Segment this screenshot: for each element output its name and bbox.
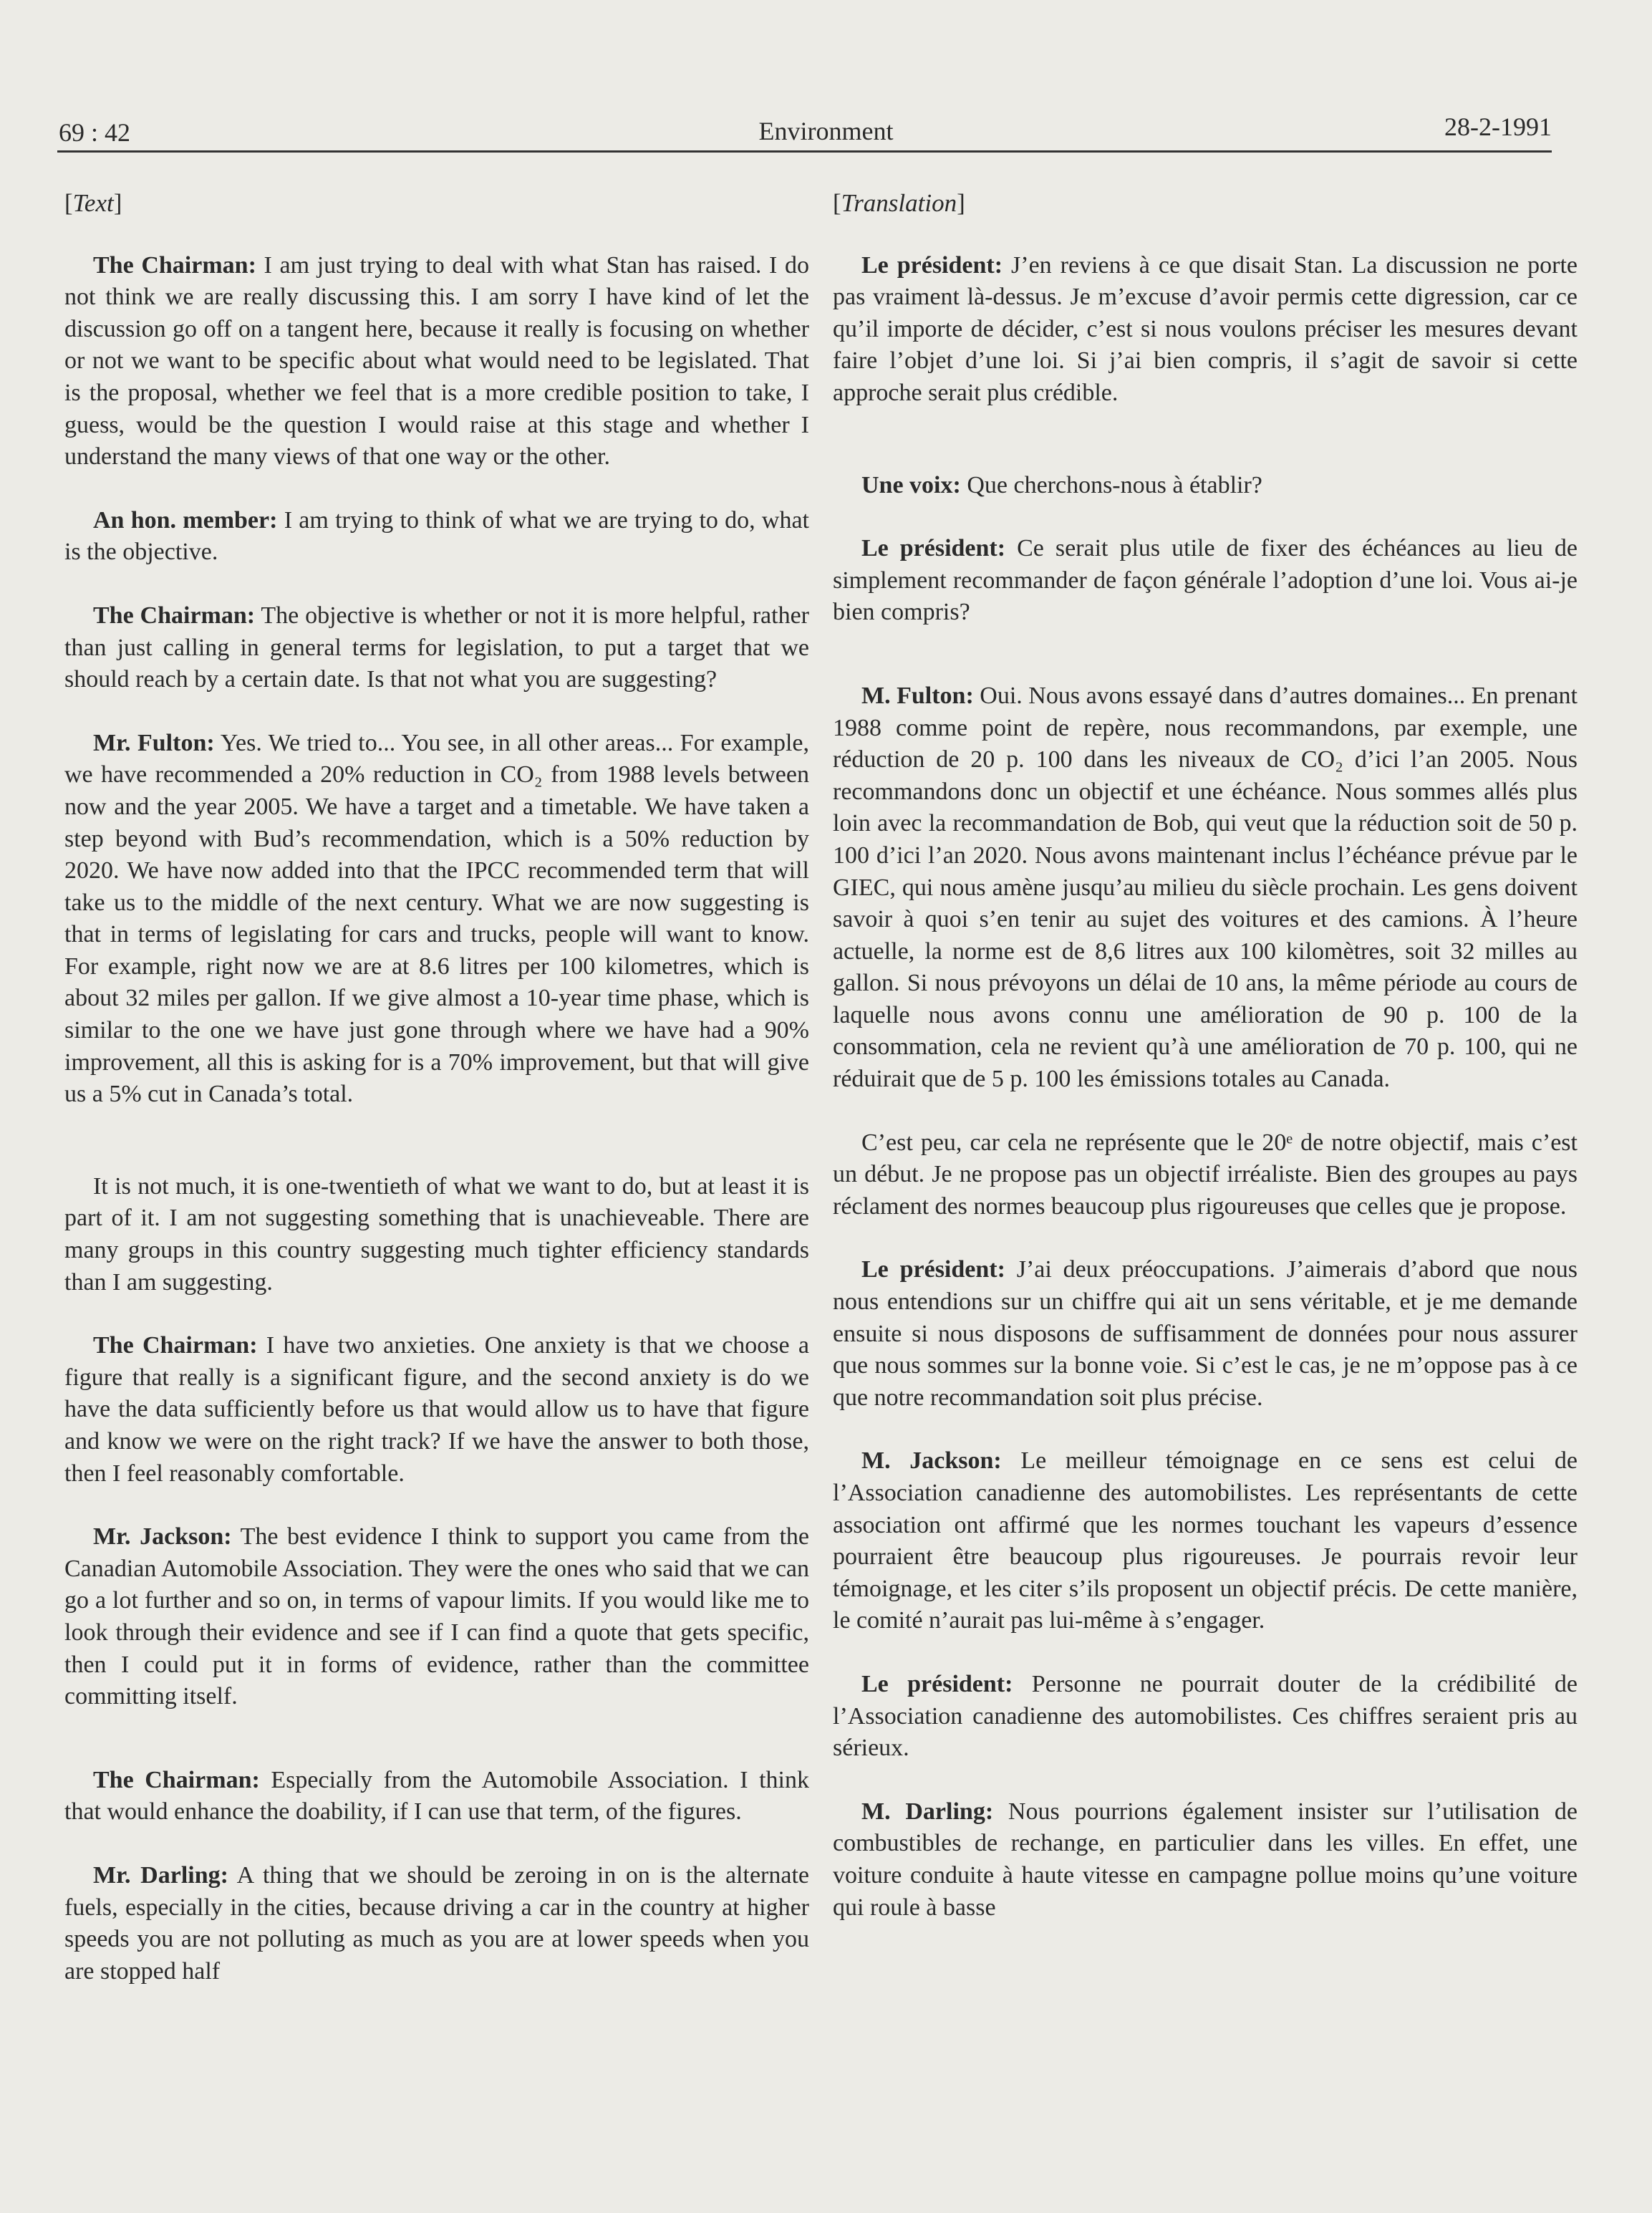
paragraph: M. Jackson: Le meilleur témoignage en ce sens est celui de l’Association canadienne des automobilistes. Les représentants de cette association ont affirmé que les normes touchant les vapeurs d’essence pourraient être beaucoup plus rigoureuses. Je pourrais revoir leur témoignage, et les citer s’ils proposent un objectif précis. De cette manière, le comité n’aurait pas lui-même à s’engager. (833, 1447, 1578, 1634)
page-number: 69 : 42 (59, 118, 131, 147)
paragraph: M. Darling: Nous pourrions également insister sur l’utilisation de combustibles de rechange, en particulier dans les villes. En effet, une voiture conduite à haute vitesse en campagne pollue moins qu’une voiture qui roule à basse (833, 1798, 1578, 1921)
paragraph: Le président: J’ai deux préoccupations. J’aimerais d’abord que nous nous entendions sur un chiffre qui ait un sens véritable, et je me demande ensuite si nous disposons de suffisamment de données pour nous assurer que nous sommes sur la bonne voie. Si c’est le cas, je ne m’oppose pas à ce que notre recommandation soit plus précise. (833, 1256, 1578, 1411)
paragraph: Le président: Ce serait plus utile de fixer des échéances au lieu de simplement recommander de façon générale l’adoption d’une loi. Vous ai-je bien compris? (833, 535, 1578, 626)
paragraph: C’est peu, car cela ne représente que le 20ᵉ de notre objectif, mais c’est un début. Je ne propose pas un objectif irréaliste. Bien des groupes au pays réclament des normes beaucoup plus rigoureuses que celles que je propose. (833, 1129, 1578, 1220)
speaker-name: The Chairman: (93, 1332, 258, 1359)
speaker-name: Mr. Fulton: (93, 729, 215, 756)
speaker-name: Mr. Jackson: (93, 1523, 232, 1551)
paragraph: The Chairman: I am just trying to deal with what Stan has raised. I do not think we are really discussing this. I am sorry I have kind of let the discussion go off on a tangent here, because it really is focusing on whether or not we want to be specific about what would need to be legislated. That is the proposal, whether we feel that is a more credible position to take, I guess, would be the question I would raise at this stage and whether I understand the many views of that one way or the other. (64, 251, 809, 471)
speaker-name: M. Jackson: (861, 1447, 1002, 1475)
speaker-name: Le président: (861, 535, 1006, 562)
paragraph: Mr. Darling: A thing that we should be zeroing in on is the alternate fuels, especially in the cities, because driving a car in the country at higher speeds you are not polluting as much as you are at lower speeds when you are stopped half (64, 1861, 809, 1985)
english-column (64, 188, 809, 2019)
french-column (833, 188, 1578, 1955)
running-header (57, 107, 1552, 153)
section-title: Environment (758, 117, 894, 145)
paragraph: Une voix: Que cherchons-nous à établir? (861, 471, 1262, 498)
paragraph: The Chairman: The objective is whether or not it is more helpful, rather than just calling in general terms for legislation, to put a target that we should reach by a certain date. Is that not what you are suggesting? (64, 602, 809, 693)
paragraph: Le président: J’en reviens à ce que disait Stan. La discussion ne porte pas vraiment là-dessus. Je m’excuse d’avoir permis cette digression, car ce qu’il importe de décider, c’est si nous voulons préciser les mesures devant faire l’objet d’une loi. Si j’ai bien compris, il s’agit de savoir si cette approche serait plus crédible. (833, 251, 1578, 406)
sitting-date: 28-2-1991 (1444, 112, 1552, 141)
column-tag-text: [Text] (64, 189, 122, 217)
speaker-name: The Chairman: (93, 602, 256, 629)
paragraph: Mr. Fulton: Yes. We tried to... You see, in all other areas... For example, we have recommended a 20% reduction in CO₂ from 1988 levels between now and the year 2005. We have a target and a timetable. We have taken a step beyond with Bud’s recommendation, which is a 50% reduction by 2020. We have now added into that the IPCC recommended term that will take us to the middle of the next century. What we are now suggesting is that in terms of legislating for cars and trucks, people will want to know. For example, right now we are at 8.6 litres per 100 kilometres, which is about 32 miles per gallon. If we give almost a 10-year time phase, which is similar to the one we have just gone through where we have had a 90% improvement, all this is asking for is a 70% improvement, but that will give us a 5% cut in Canada’s total. (64, 729, 809, 1108)
speaker-name: M. Darling: (861, 1798, 994, 1825)
speaker-name: Le président: (861, 1670, 1013, 1697)
paragraph: An hon. member: I am trying to think of what we are trying to do, what is the objective. (64, 506, 809, 566)
speaker-name: Mr. Darling: (93, 1861, 228, 1889)
speaker-name: An hon. member: (93, 506, 278, 534)
paragraph: The Chairman: Especially from the Automobile Association. I think that would enhance the doability, if I can use that term, of the figures. (64, 1766, 810, 1826)
paragraph: The Chairman: I have two anxieties. One anxiety is that we choose a figure that really is a significant figure, and the second anxiety is do we have the data sufficiently before us that would allow us to have that figure and know we were on the right track? If we have the answer to both those, then I feel reasonably comfortable. (64, 1332, 809, 1487)
speaker-name: Le président: (861, 1256, 1005, 1283)
paragraph: It is not much, it is one-twentieth of what we want to do, but at least it is part of it. I am not suggesting something that is unachieveable. There are many groups in this country suggesting much tighter efficiency standards than I am suggesting. (64, 1172, 809, 1296)
speaker-name: Une voix: (861, 471, 961, 498)
paragraph: Le président: Personne ne pourrait douter de la crédibilité de l’Association canadienne des automobilistes. Ces chiffres seraient pris au sérieux. (833, 1670, 1578, 1762)
speaker-name: Le président: (861, 251, 1003, 279)
speaker-name: The Chairman: (93, 1766, 260, 1793)
column-tag-translation: [Translation] (833, 189, 965, 217)
speaker-name: M. Fulton: (861, 682, 974, 709)
paragraph: Mr. Jackson: The best evidence I think to support you came from the Canadian Automobile Association. They were the ones who said that we can go a lot further and so on, in terms of vapour limits. If you would like me to look through their evidence and see if I can find a quote that gets specific, then I could put it in forms of evidence, rather than the committee committing itself. (64, 1523, 809, 1710)
speaker-name: The Chairman: (93, 251, 256, 279)
paragraph: M. Fulton: Oui. Nous avons essayé dans d’autres domaines... En prenant 1988 comme point de repère, nous recommandons, par exemple, une réduction de 20 p. 100 dans les niveaux de CO₂ d’ici l’an 2005. Nous recommandons donc un objectif et une échéance. Nous sommes allés plus loin avec la recommandation de Bob, qui veut que la réduction soit de 50 p. 100 d’ici l’an 2020. Nous avons maintenant inclus l’échéance prévue par le GIEC, qui nous amène jusqu’au milieu du siècle prochain. Les gens doivent savoir à quoi s’en tenir au sujet des voitures et des camions. À l’heure actuelle, la norme est de 8,6 litres aux 100 kilomètres, soit 32 milles au gallon. Si nous prévoyons un délai de 10 ans, la même période au cours de laquelle nous avons connu une amélioration de 90 p. 100 de la consommation, cela ne revient qu’à une amélioration de 70 p. 100, qui ne réduirait que de 5 p. 100 les émissions totales au Canada. (833, 682, 1578, 1093)
